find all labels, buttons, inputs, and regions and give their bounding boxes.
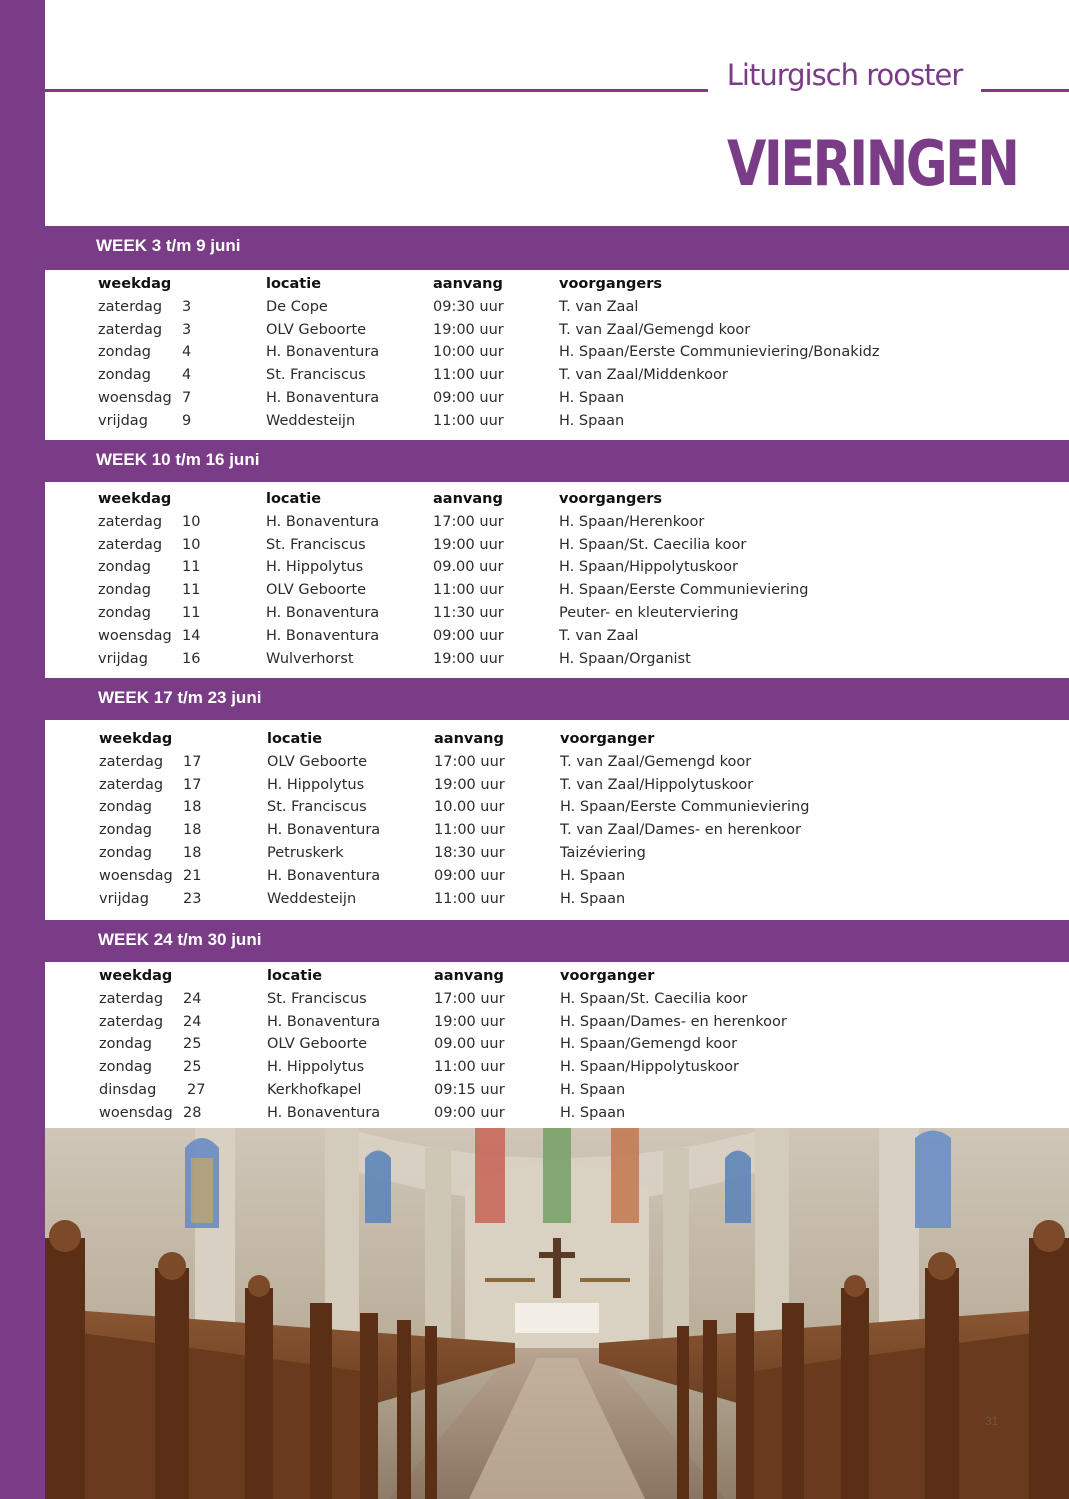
week-label: WEEK 17 t/m 23 juni [98, 688, 262, 707]
week-band [45, 440, 1069, 482]
week-band [45, 226, 1069, 270]
col-header: locatie [266, 276, 322, 292]
cell-location: OLV Geboorte [267, 753, 368, 770]
cell-time: 09.00 uur [433, 559, 504, 576]
col-header: aanvang [433, 491, 503, 507]
cell-leader: T. van Zaal/Gemengd koor [559, 321, 751, 338]
cell-time: 17:00 uur [434, 990, 505, 1007]
cell-date: 3 [182, 298, 192, 315]
week-band [45, 678, 1069, 720]
cell-time: 09:30 uur [433, 298, 504, 315]
cell-location: Weddesteijn [266, 412, 356, 429]
cell-date: 18 [183, 844, 202, 861]
col-header: voorganger [560, 968, 655, 984]
cell-weekday: zondag [99, 1036, 152, 1053]
cell-date: 25 [183, 1036, 202, 1053]
cell-date: 11 [182, 604, 201, 621]
col-header: weekdag [99, 968, 173, 984]
cell-time: 11:00 uur [434, 1059, 505, 1076]
cell-weekday: zondag [99, 822, 152, 839]
cell-date: 17 [183, 753, 202, 770]
cell-location: Weddesteijn [267, 890, 357, 907]
cell-weekday: woensdag [98, 389, 172, 406]
cell-weekday: woensdag [98, 627, 172, 644]
cell-leader: T. van Zaal/Middenkoor [559, 367, 728, 384]
cell-date: 23 [183, 890, 202, 907]
cell-weekday: zondag [98, 582, 151, 599]
cell-date: 28 [183, 1104, 202, 1121]
cell-time: 11:00 uur [434, 822, 505, 839]
cell-weekday: zaterdag [98, 536, 163, 553]
cell-location: H. Bonaventura [266, 604, 380, 621]
cell-weekday: zaterdag [99, 753, 164, 770]
cell-time: 09:00 uur [433, 627, 504, 644]
cell-date: 14 [182, 627, 201, 644]
cell-date: 4 [182, 344, 192, 361]
cell-leader: Taizéviering [560, 844, 646, 861]
cell-date: 17 [183, 776, 202, 793]
cell-leader: H. Spaan/Organist [559, 650, 691, 667]
cell-location: H. Hippolytus [267, 776, 365, 793]
cell-location: Wulverhorst [266, 650, 354, 667]
cell-weekday: zaterdag [98, 298, 163, 315]
week-label: WEEK 10 t/m 16 juni [96, 450, 260, 469]
cell-leader: T. van Zaal/Hippolytuskoor [560, 776, 754, 793]
col-header: locatie [266, 491, 322, 507]
cell-location: H. Bonaventura [267, 1013, 381, 1030]
cell-date: 3 [182, 321, 192, 338]
cell-date: 7 [182, 389, 192, 406]
cell-location: H. Bonaventura [266, 344, 380, 361]
cell-location: H. Bonaventura [266, 513, 380, 530]
cell-location: H. Bonaventura [267, 1104, 381, 1121]
col-header: weekdag [98, 491, 172, 507]
cell-leader: H. Spaan/Hippolytuskoor [560, 1059, 739, 1076]
cell-leader: H. Spaan [560, 890, 626, 907]
cell-time: 11:00 uur [433, 412, 504, 429]
cell-weekday: zondag [98, 367, 151, 384]
cell-weekday: zondag [99, 799, 152, 816]
left-accent-bar [0, 0, 45, 1499]
cell-location: St. Franciscus [267, 799, 367, 816]
cell-time: 18:30 uur [434, 844, 505, 861]
cell-time: 19:00 uur [433, 321, 504, 338]
cell-time: 11:00 uur [433, 367, 504, 384]
cell-date: 11 [182, 582, 201, 599]
cell-date: 18 [183, 799, 202, 816]
cell-leader: Peuter- en kleuterviering [559, 604, 739, 621]
cell-location: OLV Geboorte [266, 582, 367, 599]
cell-location: H. Hippolytus [267, 1059, 365, 1076]
cell-weekday: woensdag [99, 867, 173, 884]
cell-leader: H. Spaan [559, 412, 625, 429]
cell-time: 10.00 uur [434, 799, 505, 816]
cell-time: 11:00 uur [434, 890, 505, 907]
cell-location: Kerkhofkapel [267, 1081, 362, 1098]
cell-location: St. Franciscus [267, 990, 367, 1007]
cell-weekday: zondag [98, 344, 151, 361]
cell-location: St. Franciscus [266, 536, 366, 553]
cell-date: 27 [187, 1081, 206, 1098]
cell-weekday: zondag [98, 559, 151, 576]
cell-leader: H. Spaan [559, 389, 625, 406]
cell-date: 25 [183, 1059, 202, 1076]
church-interior-photo [45, 1128, 1069, 1499]
cell-location: De Cope [266, 298, 328, 315]
cell-date: 10 [182, 536, 201, 553]
col-header: aanvang [433, 276, 503, 292]
cell-date: 4 [182, 367, 192, 384]
cell-time: 19:00 uur [434, 776, 505, 793]
cell-weekday: vrijdag [98, 650, 148, 667]
cell-date: 16 [182, 650, 201, 667]
col-header: aanvang [434, 968, 504, 984]
cell-weekday: zondag [99, 1059, 152, 1076]
cell-location: H. Hippolytus [266, 559, 364, 576]
col-header: weekdag [99, 731, 173, 747]
cell-weekday: zaterdag [99, 990, 164, 1007]
cell-time: 09:15 uur [434, 1081, 505, 1098]
cell-time: 11:00 uur [433, 582, 504, 599]
page-title: VIERINGEN [727, 127, 1018, 200]
week-label: WEEK 3 t/m 9 juni [96, 236, 241, 255]
cell-time: 09:00 uur [433, 389, 504, 406]
col-header: locatie [267, 731, 323, 747]
col-header: aanvang [434, 731, 504, 747]
cell-weekday: zaterdag [99, 776, 164, 793]
cell-location: H. Bonaventura [267, 867, 381, 884]
cell-weekday: dinsdag [99, 1081, 157, 1098]
cell-leader: H. Spaan [560, 867, 626, 884]
cell-time: 19:00 uur [433, 650, 504, 667]
cell-leader: T. van Zaal/Gemengd koor [560, 753, 752, 770]
cell-weekday: zaterdag [98, 321, 163, 338]
cell-location: H. Bonaventura [267, 822, 381, 839]
cell-leader: H. Spaan/Gemengd koor [560, 1036, 738, 1053]
col-header: voorganger [560, 731, 655, 747]
col-header: weekdag [98, 276, 172, 292]
week-band [45, 920, 1069, 962]
cell-location: Petruskerk [267, 844, 344, 861]
page-number: 31 [985, 1414, 999, 1428]
cell-time: 17:00 uur [433, 513, 504, 530]
cell-weekday: woensdag [99, 1104, 173, 1121]
cell-leader: T. van Zaal [559, 627, 639, 644]
cell-leader: T. van Zaal [559, 298, 639, 315]
cell-date: 18 [183, 822, 202, 839]
cell-date: 24 [183, 1013, 202, 1030]
cell-date: 21 [183, 867, 202, 884]
cell-weekday: vrijdag [99, 890, 149, 907]
cell-weekday: zondag [99, 844, 152, 861]
cell-leader: H. Spaan [560, 1081, 626, 1098]
cell-leader: H. Spaan/Eerste Communieviering/Bonakidz [559, 344, 880, 361]
cell-time: 17:00 uur [434, 753, 505, 770]
cell-location: H. Bonaventura [266, 627, 380, 644]
cell-leader: H. Spaan/Eerste Communieviering [559, 582, 809, 599]
cell-time: 19:00 uur [434, 1013, 505, 1030]
cell-weekday: vrijdag [98, 412, 148, 429]
cell-weekday: zondag [98, 604, 151, 621]
cell-date: 24 [183, 990, 202, 1007]
col-header: voorgangers [559, 491, 663, 507]
cell-leader: T. van Zaal/Dames- en herenkoor [560, 822, 801, 839]
cell-time: 11:30 uur [433, 604, 504, 621]
col-header: locatie [267, 968, 323, 984]
cell-leader: H. Spaan/Eerste Communieviering [560, 799, 810, 816]
cell-weekday: zaterdag [98, 513, 163, 530]
cell-date: 10 [182, 513, 201, 530]
cell-leader: H. Spaan/Herenkoor [559, 513, 705, 530]
header-rule-left [45, 89, 708, 92]
header-rule-right [981, 89, 1069, 92]
cell-location: H. Bonaventura [266, 389, 380, 406]
week-label: WEEK 24 t/m 30 juni [98, 930, 262, 949]
cell-leader: H. Spaan/Hippolytuskoor [559, 559, 738, 576]
cell-time: 09:00 uur [434, 867, 505, 884]
cell-location: OLV Geboorte [266, 321, 367, 338]
cell-weekday: zaterdag [99, 1013, 164, 1030]
cell-date: 11 [182, 559, 201, 576]
cell-leader: H. Spaan [560, 1104, 626, 1121]
page-subtitle: Liturgisch rooster [726, 58, 963, 92]
cell-leader: H. Spaan/St. Caecilia koor [560, 990, 748, 1007]
cell-time: 09.00 uur [434, 1036, 505, 1053]
col-header: voorgangers [559, 276, 663, 292]
cell-time: 19:00 uur [433, 536, 504, 553]
cell-leader: H. Spaan/St. Caecilia koor [559, 536, 747, 553]
cell-location: OLV Geboorte [267, 1036, 368, 1053]
cell-time: 09:00 uur [434, 1104, 505, 1121]
cell-location: St. Franciscus [266, 367, 366, 384]
cell-date: 9 [182, 412, 192, 429]
cell-leader: H. Spaan/Dames- en herenkoor [560, 1013, 787, 1030]
cell-time: 10:00 uur [433, 344, 504, 361]
